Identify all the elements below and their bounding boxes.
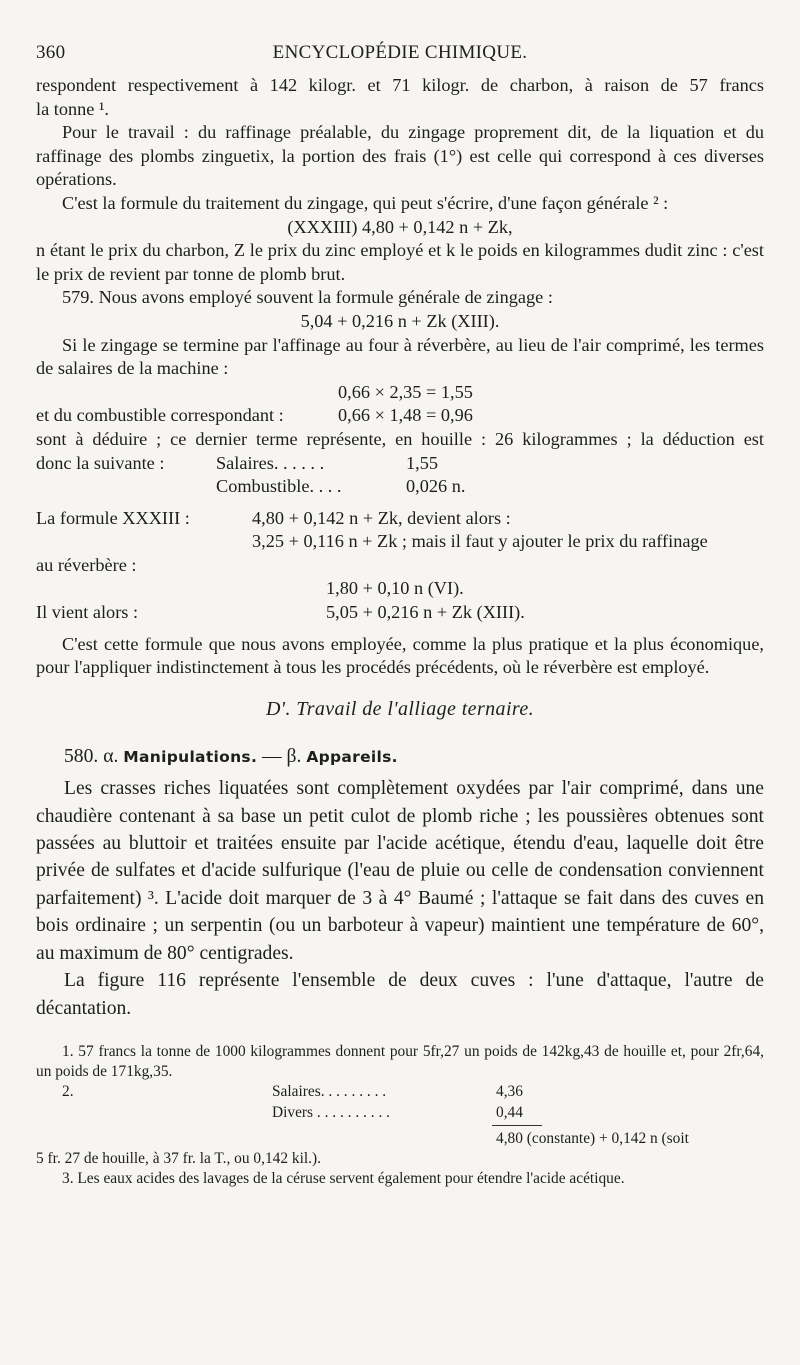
- footnote-2-value: 0,44: [496, 1103, 523, 1121]
- subsection-line: [36, 743, 764, 771]
- footnotes: [36, 1042, 764, 1189]
- subsection-dash: —: [262, 745, 282, 767]
- deduction-value: 0,026 n.: [406, 476, 466, 497]
- deduction-row: [36, 475, 764, 499]
- formula-xxxiii: (XXXIII) 4,80 + 0,142 n + Zk,: [287, 216, 513, 237]
- row-label: au réverbère :: [36, 554, 137, 575]
- footnote-2-label: Divers . . . . . . . . . .: [272, 1103, 390, 1121]
- formula-row: [36, 554, 764, 578]
- paragraph: Pour le travail : du raffinage préalable, du zingage proprement dit, de la liquation et du raffinage des plombs zinguetix, la portion des frais (1°) est celle qui correspond à ces diverses opérations.: [36, 122, 764, 190]
- paragraph-line: respondent respectivement à 142 kilogr. et 71 kilogr. de charbon, à raison de 57 francs: [36, 75, 764, 95]
- footnote-2-value: 4,36: [496, 1083, 523, 1101]
- running-header: [36, 42, 764, 66]
- footnote-2-total-text: 4,80 (constante) + 0,142 n (soit: [496, 1129, 689, 1147]
- footnote-2-continued: 5 fr. 27 de houille, à 37 fr. la T., ou 0,142 kil.).: [36, 1149, 321, 1167]
- page-number: 360: [36, 42, 66, 63]
- deduction-label: Salaires. . . . . .: [216, 452, 325, 473]
- paragraph: La figure 116 représente l'ensemble de deux cuves : l'une d'attaque, l'autre de décantation.: [36, 970, 764, 1019]
- subsection-appareils: Appareils.: [306, 747, 398, 766]
- sum-rule: [492, 1125, 542, 1126]
- row-label: Il vient alors :: [36, 602, 139, 623]
- running-title: ENCYCLOPÉDIE CHIMIQUE.: [272, 42, 528, 63]
- deduction-label: Combustible. . . .: [216, 476, 342, 497]
- row-label: donc la suivante :: [36, 452, 165, 473]
- paragraph-line: la tonne ¹.: [36, 98, 110, 119]
- subsection-alpha: α.: [103, 745, 119, 767]
- row-label: et du combustible correspondant :: [36, 405, 284, 426]
- formula-combustible: 0,66 × 1,48 = 0,96: [338, 405, 473, 426]
- paragraph: Si le zingage se termine par l'affinage au four à réverbère, au lieu de l'air comprimé, les termes de salaires de la machine :: [36, 334, 764, 379]
- paragraph-579: 579. Nous avons employé souvent la formule générale de zingage :: [62, 287, 553, 308]
- paragraph: C'est cette formule que nous avons employée, comme la plus pratique et la plus économique, pour l'appliquer indistinctement à tous les procédés précédents, où le réverbère est employé.: [36, 633, 764, 678]
- footnote-2-label: Salaires. . . . . . . . .: [272, 1083, 387, 1101]
- formula-xiii: 5,04 + 0,216 n + Zk (XIII).: [300, 310, 500, 331]
- paragraph-line: sont à déduire ; ce dernier terme représente, en houille : 26 kilogrammes ; la déduction est: [36, 428, 764, 449]
- subsection-manipulations: Manipulations.: [123, 747, 258, 766]
- paragraph: n étant le prix du charbon, Z le prix du zinc employé et k le poids en kilogrammes dudit zinc : c'est le prix de revient par tonne de plomb brut.: [36, 240, 764, 284]
- formula-salaires: 0,66 × 2,35 = 1,55: [338, 381, 473, 402]
- row-label: La formule XXXIII :: [36, 507, 190, 528]
- formula-xiii-final: 5,05 + 0,216 n + Zk (XIII).: [326, 602, 525, 623]
- formula-row: [36, 381, 764, 405]
- paragraph: Les crasses riches liquatées sont complètement oxydées par l'air comprimé, dans une chaudière contenant à sa base un petit culot de plomb riche ; les poussières obtenues sont passées au bluttoir et traitées ensuite par l'acide acétique, étendu d'eau, laquelle doit être privée de sulfates et d'acide sulfurique (l'eau de pluie ou celle de condensation conviennent parfaitement) ³. L'acide doit marquer de 3 à 4° Baumé ; l'attaque se fait dans des cuves en bois ordinaire ; un serpentin (ou un barboteur à vapeur) maintient une température de 60°, au maximum de 80° centigrades.: [36, 778, 764, 964]
- paragraph: C'est la formule du traitement du zingage, qui peut s'écrire, d'une façon générale ² :: [62, 192, 669, 213]
- formula-row: [36, 601, 764, 625]
- footnote-2-row: [36, 1103, 764, 1123]
- footnote-2-number: 2.: [62, 1083, 74, 1101]
- footnote-1: 1. 57 francs la tonne de 1000 kilogrammes donnent pour 5fr,27 un poids de 142kg,43 de houille et, pour 2fr,64, un poids de 171kg,35.: [36, 1042, 764, 1081]
- formula-text: 4,80 + 0,142 n + Zk, devient alors :: [252, 507, 511, 528]
- deduction-row: [36, 452, 764, 476]
- footnote-2-total: [36, 1129, 764, 1149]
- footnote-2-row: [36, 1082, 764, 1102]
- formula-text: 3,25 + 0,116 n + Zk ; mais il faut y ajouter le prix du raffinage: [252, 531, 708, 552]
- section-heading: D'. Travail de l'alliage ternaire.: [265, 697, 535, 720]
- formula-row: [36, 530, 764, 554]
- formula-row: [36, 507, 764, 531]
- subsection-beta: β.: [286, 745, 302, 767]
- formula-vi: 1,80 + 0,10 n (VI).: [326, 578, 464, 599]
- formula-row: [36, 404, 764, 428]
- footnote-3: 3. Les eaux acides des lavages de la céruse servent également pour étendre l'acide acétique.: [62, 1170, 625, 1188]
- formula-row: [36, 577, 764, 601]
- subsection-number: 580.: [64, 745, 99, 767]
- deduction-value: 1,55: [406, 452, 438, 473]
- page-body: [36, 74, 764, 1189]
